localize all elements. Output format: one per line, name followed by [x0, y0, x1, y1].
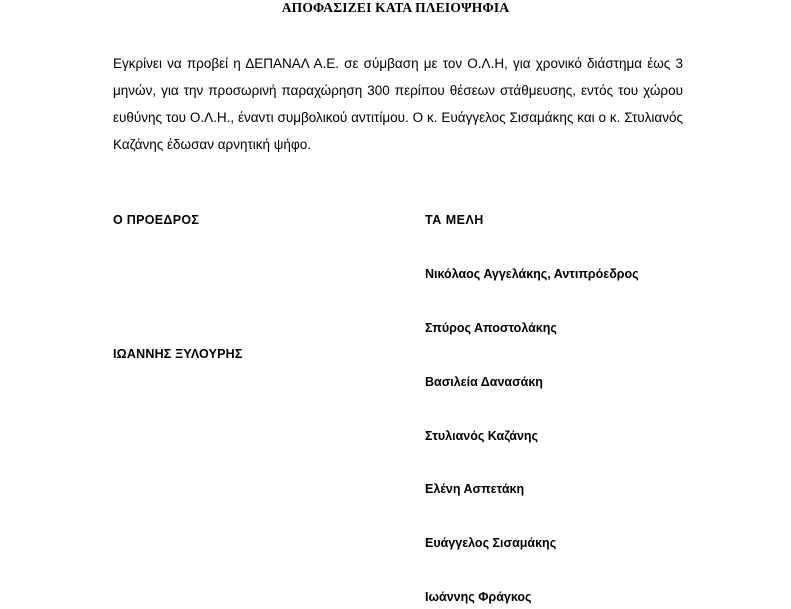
member-name: Στυλιανός Καζάνης	[425, 429, 539, 443]
member-name: Ελένη Ασπετάκη	[425, 482, 525, 496]
member-name: Σπύρος Αποστολάκης	[425, 321, 557, 335]
member-name: Βασιλεία Δανασάκη	[425, 375, 543, 389]
member-name: Ιωάννης Φράγκος	[425, 590, 532, 604]
members-label: ΤΑ ΜΕΛΗ	[425, 213, 484, 227]
president-name: ΙΩΑΝΝΗΣ ΞΥΛΟΥΡΗΣ	[113, 347, 243, 361]
decision-paragraph: Εγκρίνει να προβεί η ΔΕΠΑΝΑΛ Α.Ε. σε σύμβαση με τον Ο.Λ.Η, για χρονικό διάστημα έως 3 μηνών, για την προσωρινή παραχώρηση 300 περίπου θέσεων στάθμευσης, εντός του χώρου ευθύνης του Ο.Λ.Η., έναντι συμβολικού αντιτίμου. Ο κ. Ευάγγελος Σισαμάκης και ο κ. Στυλιανός Καζάνης έδωσαν αρνητική ψήφο.	[113, 56, 683, 152]
decision-heading: ΑΠΟΦΑΣΙΖΕΙ ΚΑΤΑ ΠΛΕΙΟΨΗΦΙΑ	[281, 0, 510, 15]
member-name: Ευάγγελος Σισαμάκης	[425, 536, 557, 550]
president-label: Ο ΠΡΟΕΔΡΟΣ	[113, 213, 200, 227]
president-column	[113, 213, 413, 361]
member-name: Νικόλαος Αγγελάκης, Αντιπρόεδρος	[425, 267, 639, 281]
